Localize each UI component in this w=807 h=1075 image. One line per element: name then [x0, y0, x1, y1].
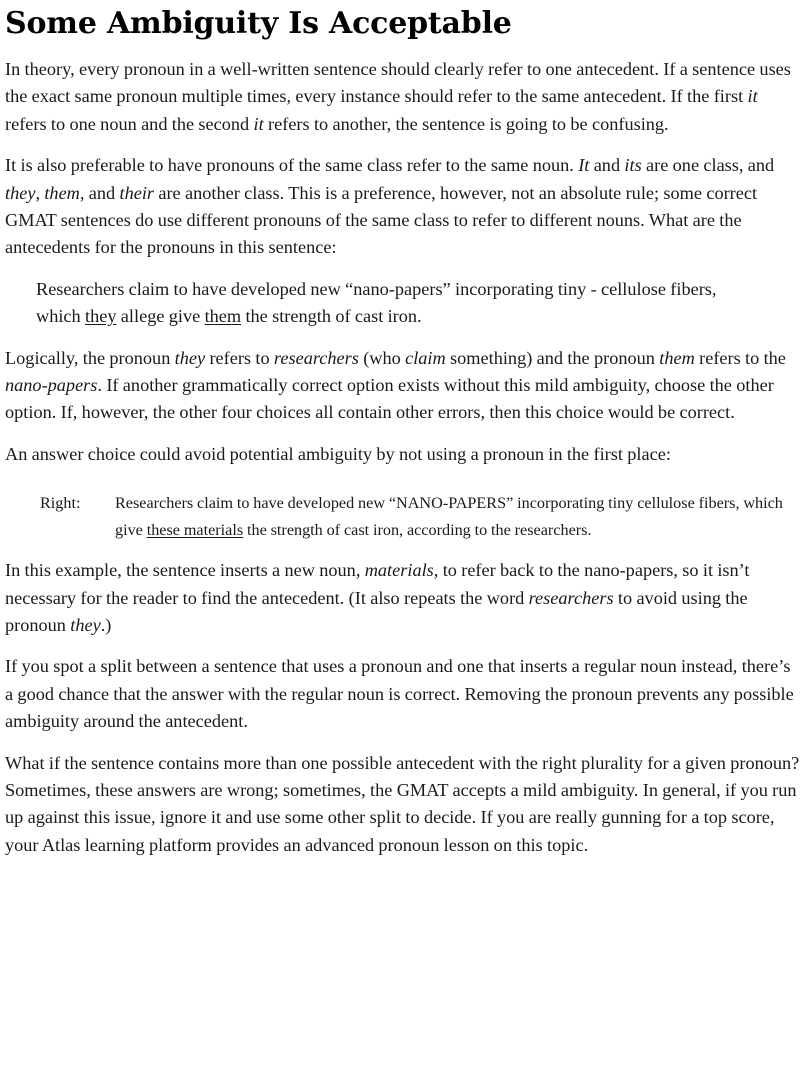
text-run: are another class. This is a preference, however, not an absolute rule; some correct GMAT sentences do use different pronouns of the same class to refer to different nouns. What are the antecedents for the pronouns in this sentence:: [5, 182, 758, 258]
text-run: In theory, every pronoun in a well-written sentence should clearly refer to one antecedent. If a sentence uses the exact same pronoun multiple times, every instance should refer to the same antecedent. If the first: [5, 59, 791, 107]
underlined-pronoun-they: they: [85, 306, 117, 327]
emphasis-its: its: [624, 155, 642, 176]
text-run: Researchers claim to have developed new “NANO-PAPERS” incorporating tiny cellulose fibers, which give: [115, 494, 783, 539]
text-run: (who: [358, 347, 406, 368]
emphasis-claim: claim: [405, 347, 446, 368]
text-run: Researchers claim to have developed new “nano-papers” incorporating tiny - cellulose fibers, which: [36, 278, 717, 327]
text-run: and: [589, 155, 625, 176]
underlined-phrase-these-materials: these materials: [146, 520, 244, 539]
text-run: allege give: [116, 306, 205, 327]
text-run: refers to one noun and the second: [5, 113, 254, 134]
page-title: Some Ambiguity Is Acceptable: [5, 6, 512, 41]
emphasis-they: they: [5, 182, 36, 203]
text-run: are one class, and: [641, 155, 775, 176]
emphasis-they: they: [174, 347, 206, 368]
paragraph-multiple-antecedents: What if the sentence contains more than one possible antecedent with the right plurality for a given pronoun? Sometimes, these answers are wrong; sometimes, the GMAT accepts a mild ambiguity. In general, if you run up against this issue, ignore it and use some other split to decide. If you are really gunning for a top score, your Atlas learning platform provides an advanced pronoun lesson on this topic.: [5, 752, 800, 855]
emphasis-it-first: it: [747, 86, 758, 107]
text-run: In this example, the sentence inserts a new noun,: [5, 560, 365, 581]
text-run: Logically, the pronoun: [5, 347, 175, 368]
emphasis-nano-papers: nano-papers: [5, 375, 98, 396]
text-run: . If another grammatically correct option exists without this mild ambiguity, choose the other option. If, however, the other four choices all contain other errors, then this choice would be correct.: [5, 375, 774, 423]
emphasis-materials: materials: [364, 560, 434, 581]
paragraph-avoid-ambiguity: An answer choice could avoid potential ambiguity by not using a pronoun in the first place:: [5, 443, 671, 464]
emphasis-their: their: [119, 182, 155, 203]
emphasis-researchers: researchers: [273, 347, 359, 368]
text-run: ,: [35, 182, 45, 203]
paragraph-split-strategy: If you spot a split between a sentence that uses a pronoun and one that inserts a regular noun instead, there’s a good chance that the answer with the regular noun is correct. Removing the pronoun prevents any possible ambiguity around the antecedent.: [5, 656, 794, 732]
paragraph-pronoun-classes: [5, 152, 801, 262]
text-run: the strength of cast iron, according to the researchers.: [243, 520, 592, 539]
paragraph-logical-analysis: [5, 345, 801, 427]
text-run: , and: [79, 182, 120, 203]
emphasis-it-second: it: [253, 113, 264, 134]
paragraph-example-explanation: [5, 557, 801, 639]
emphasis-them: them: [659, 347, 695, 368]
emphasis-it: It: [578, 155, 590, 176]
example-sentence-quote: [5, 276, 801, 331]
text-run: It is also preferable to have pronouns of the same class refer to the same noun.: [5, 155, 579, 176]
emphasis-they: they: [70, 614, 101, 635]
emphasis-researchers: researchers: [528, 587, 614, 608]
text-run: the strength of cast iron.: [241, 306, 422, 327]
right-example-label: Right:: [40, 494, 81, 513]
text-run: refers to the: [694, 347, 786, 368]
emphasis-them: them: [44, 182, 80, 203]
text-run: something) and the pronoun: [445, 347, 660, 368]
underlined-pronoun-them: them: [204, 306, 242, 327]
block-spacer: [5, 482, 801, 490]
text-run: , to refer back to the nano-papers, so it isn’t necessary for the reader to find the antecedent. (It also repeats the word: [5, 560, 750, 608]
text-run: refers to: [205, 347, 274, 368]
text-run: to avoid using the pronoun: [5, 587, 748, 635]
paragraph-intro: [5, 56, 801, 138]
right-example-block: [5, 490, 801, 543]
text-run: refers to another, the sentence is going to be confusing.: [263, 113, 669, 134]
right-example-text: [115, 490, 789, 543]
text-run: .): [100, 614, 112, 635]
